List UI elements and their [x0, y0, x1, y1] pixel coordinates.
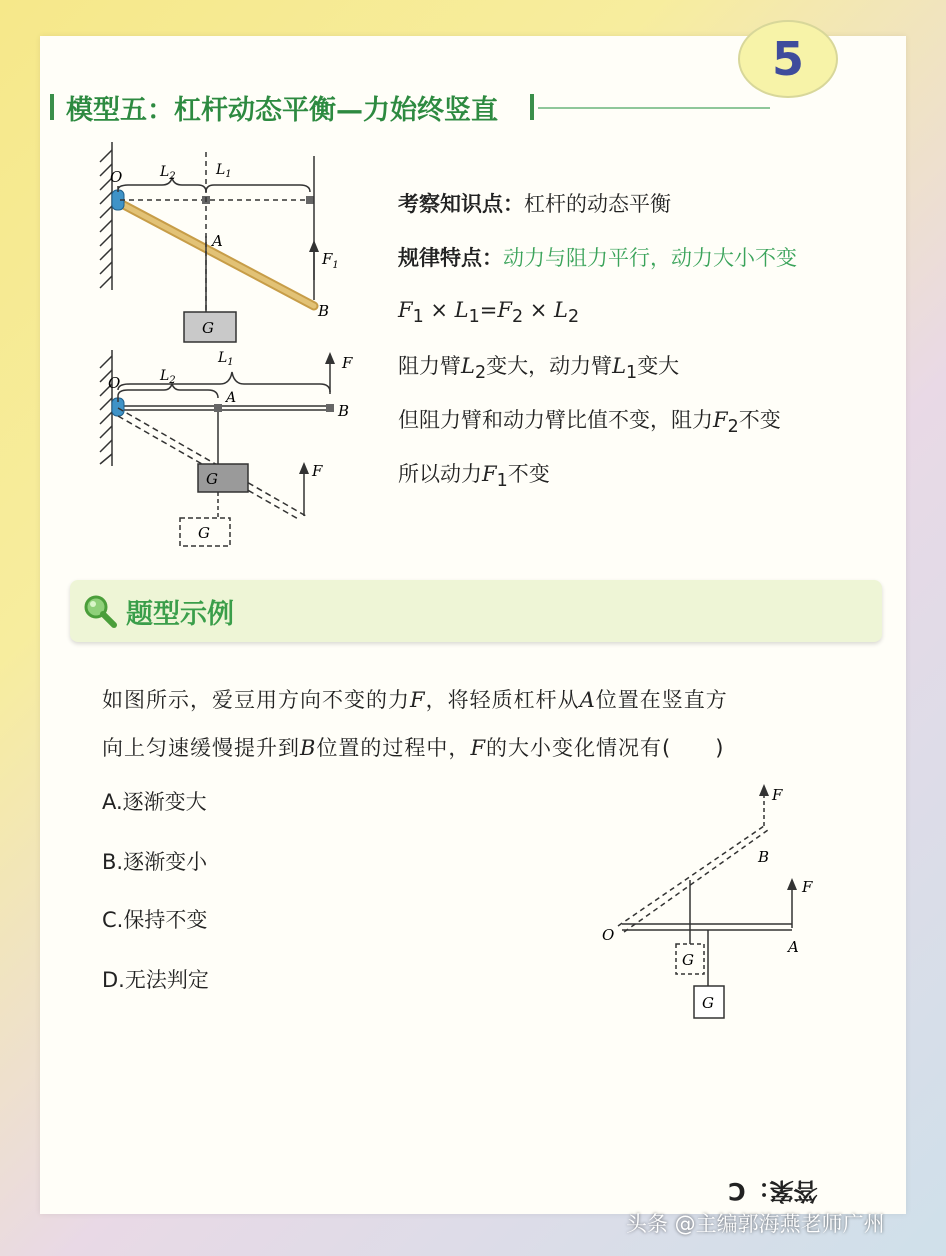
- lever-diagram-horizontal: [94, 346, 364, 552]
- magnifier-icon: [80, 592, 120, 632]
- svg-text:F: F: [312, 462, 323, 480]
- rule-label: 规律特点：: [398, 246, 503, 270]
- arm-change-line: 阻力臂$L_2$变大，动力臂$L_1$变大: [398, 354, 680, 384]
- knowledge-value: 杠杆的动态平衡: [524, 192, 671, 216]
- example-title: 题型示例: [126, 599, 234, 630]
- svg-text:F: F: [342, 354, 353, 372]
- svg-text:G: G: [206, 470, 218, 488]
- heading-divider: [538, 107, 770, 109]
- badge-number: 5: [771, 32, 804, 86]
- watermark: 头条 @主编郭海燕老师广州: [626, 1212, 885, 1236]
- svg-text:O: O: [602, 926, 615, 944]
- answer-text: 答案：C: [728, 1177, 818, 1205]
- svg-text:B: B: [758, 848, 770, 866]
- question-line-1: 如图所示，爱豆用方向不变的力F，将轻质杠杆从A位置在竖直方: [102, 688, 728, 712]
- knowledge-point: [398, 188, 671, 218]
- svg-text:O: O: [108, 374, 121, 392]
- svg-text:G: G: [198, 524, 210, 542]
- svg-text:L2: $L_2$: [160, 164, 176, 182]
- label-o: O: [110, 168, 123, 186]
- svg-text:L2: $L_2$: [160, 368, 176, 386]
- lever-diagram-tilted: [94, 140, 364, 350]
- question-lever-diagram: [596, 776, 826, 1026]
- svg-text:G: G: [702, 994, 714, 1012]
- svg-text:G: G: [682, 951, 694, 969]
- svg-text:A: A: [788, 938, 799, 956]
- heading-right-bar: [530, 94, 534, 120]
- svg-text:L1: $L_1$: [218, 350, 234, 368]
- ratio-line: 但阻力臂和动力臂比值不变，阻力$F_2$不变: [398, 408, 781, 438]
- conclusion-line: 所以动力$F_1$不变: [398, 462, 550, 492]
- heading-left-bar: [50, 94, 54, 120]
- label-b: B: [318, 302, 330, 320]
- option-d[interactable]: D.无法判定: [102, 968, 209, 992]
- option-b[interactable]: B.逐渐变小: [102, 850, 208, 874]
- svg-text:F: F: [772, 786, 783, 804]
- svg-text:B: B: [338, 402, 350, 420]
- rule-point: [398, 242, 797, 272]
- model-heading: [50, 86, 770, 128]
- svg-text:L1: $L_1$: [216, 162, 232, 180]
- wall-hatching: [100, 142, 112, 290]
- rule-value: 动力与阻力平行，动力大小不变: [503, 246, 797, 270]
- svg-text:F1: $F_1$: [322, 250, 339, 271]
- label-a: A: [212, 232, 223, 250]
- formula-line: $F_1 \times L_1=F_2 \times L_2$: [398, 298, 580, 328]
- question-line-2: 向上匀速缓慢提升到B位置的过程中，F的大小变化情况有( ): [102, 736, 725, 760]
- label-g: G: [202, 319, 214, 337]
- example-header: [70, 580, 882, 642]
- option-a[interactable]: A.逐渐变大: [102, 790, 207, 814]
- svg-text:A: A: [226, 390, 237, 406]
- knowledge-label: 考察知识点：: [398, 192, 524, 216]
- page-title: 模型五：杠杆动态平衡—力始终竖直: [66, 95, 498, 126]
- svg-text:F: F: [802, 878, 813, 896]
- option-c[interactable]: C.保持不变: [102, 908, 208, 932]
